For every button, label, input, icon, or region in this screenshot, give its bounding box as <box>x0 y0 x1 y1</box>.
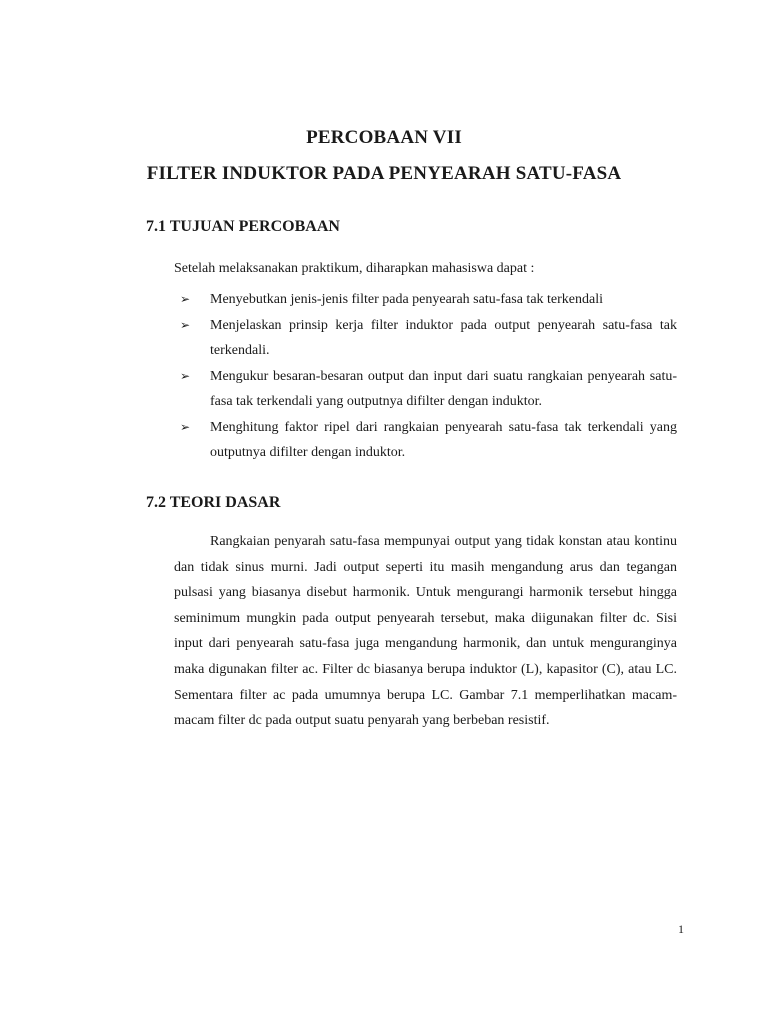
list-item <box>180 287 677 313</box>
list-item-text: Mengukur besaran-besaran output dan input dari suatu rangkaian penyearah satu-fasa tak terkendali yang outputnya difilter dengan induktor. <box>210 368 677 409</box>
list-item-text: Menghitung faktor ripel dari rangkaian penyearah satu-fasa tak terkendali yang outputnya difilter dengan induktor. <box>210 419 677 460</box>
list-item <box>180 415 677 466</box>
page-number: 1 <box>678 922 684 936</box>
list-item-text: Menjelaskan prinsip kerja filter induktor pada output penyearah satu-fasa tak terkendali. <box>210 317 677 358</box>
document-subtitle: FILTER INDUKTOR PADA PENYEARAH SATU-FASA <box>146 163 622 184</box>
section-heading-tujuan: 7.1 TUJUAN PERCOBAAN <box>146 218 340 235</box>
list-item <box>180 313 677 364</box>
objectives-intro: Setelah melaksanakan praktikum, diharapkan mahasiswa dapat : <box>174 261 535 276</box>
section-heading-teori: 7.2 TEORI DASAR <box>146 494 281 511</box>
document-title: PERCOBAAN VII <box>306 127 462 148</box>
list-item-text: Menyebutkan jenis-jenis filter pada penyearah satu-fasa tak terkendali <box>210 292 604 307</box>
list-item <box>180 364 677 415</box>
arrow-bullet-icon: ➢ <box>180 317 191 332</box>
arrow-bullet-icon: ➢ <box>180 419 191 434</box>
body-paragraph: Rangkaian penyarah satu-fasa mempunyai output yang tidak konstan atau kontinu dan tidak sinus murni. Jadi output seperti itu masih mengandung arus dan tegangan pulsasi yang biasanya disebut harmonik. Untuk mengurangi harmonik tersebut hingga seminimum mungkin pada output penyearah tersebut, maka diigunakan filter dc. Sisi input dari penyearah satu-fasa juga mengandung harmonik, dan untuk menguranginya maka digunakan filter ac. Filter dc biasanya berupa induktor (L), kapasitor (C), atau LC. Sementara filter ac pada umumnya berupa LC. Gambar 7.1 memperlihatkan macam-macam filter dc pada output suatu penyarah yang berbeban resistif. <box>174 534 677 729</box>
arrow-bullet-icon: ➢ <box>180 368 191 383</box>
arrow-bullet-icon: ➢ <box>180 292 191 306</box>
objectives-list <box>180 287 677 466</box>
